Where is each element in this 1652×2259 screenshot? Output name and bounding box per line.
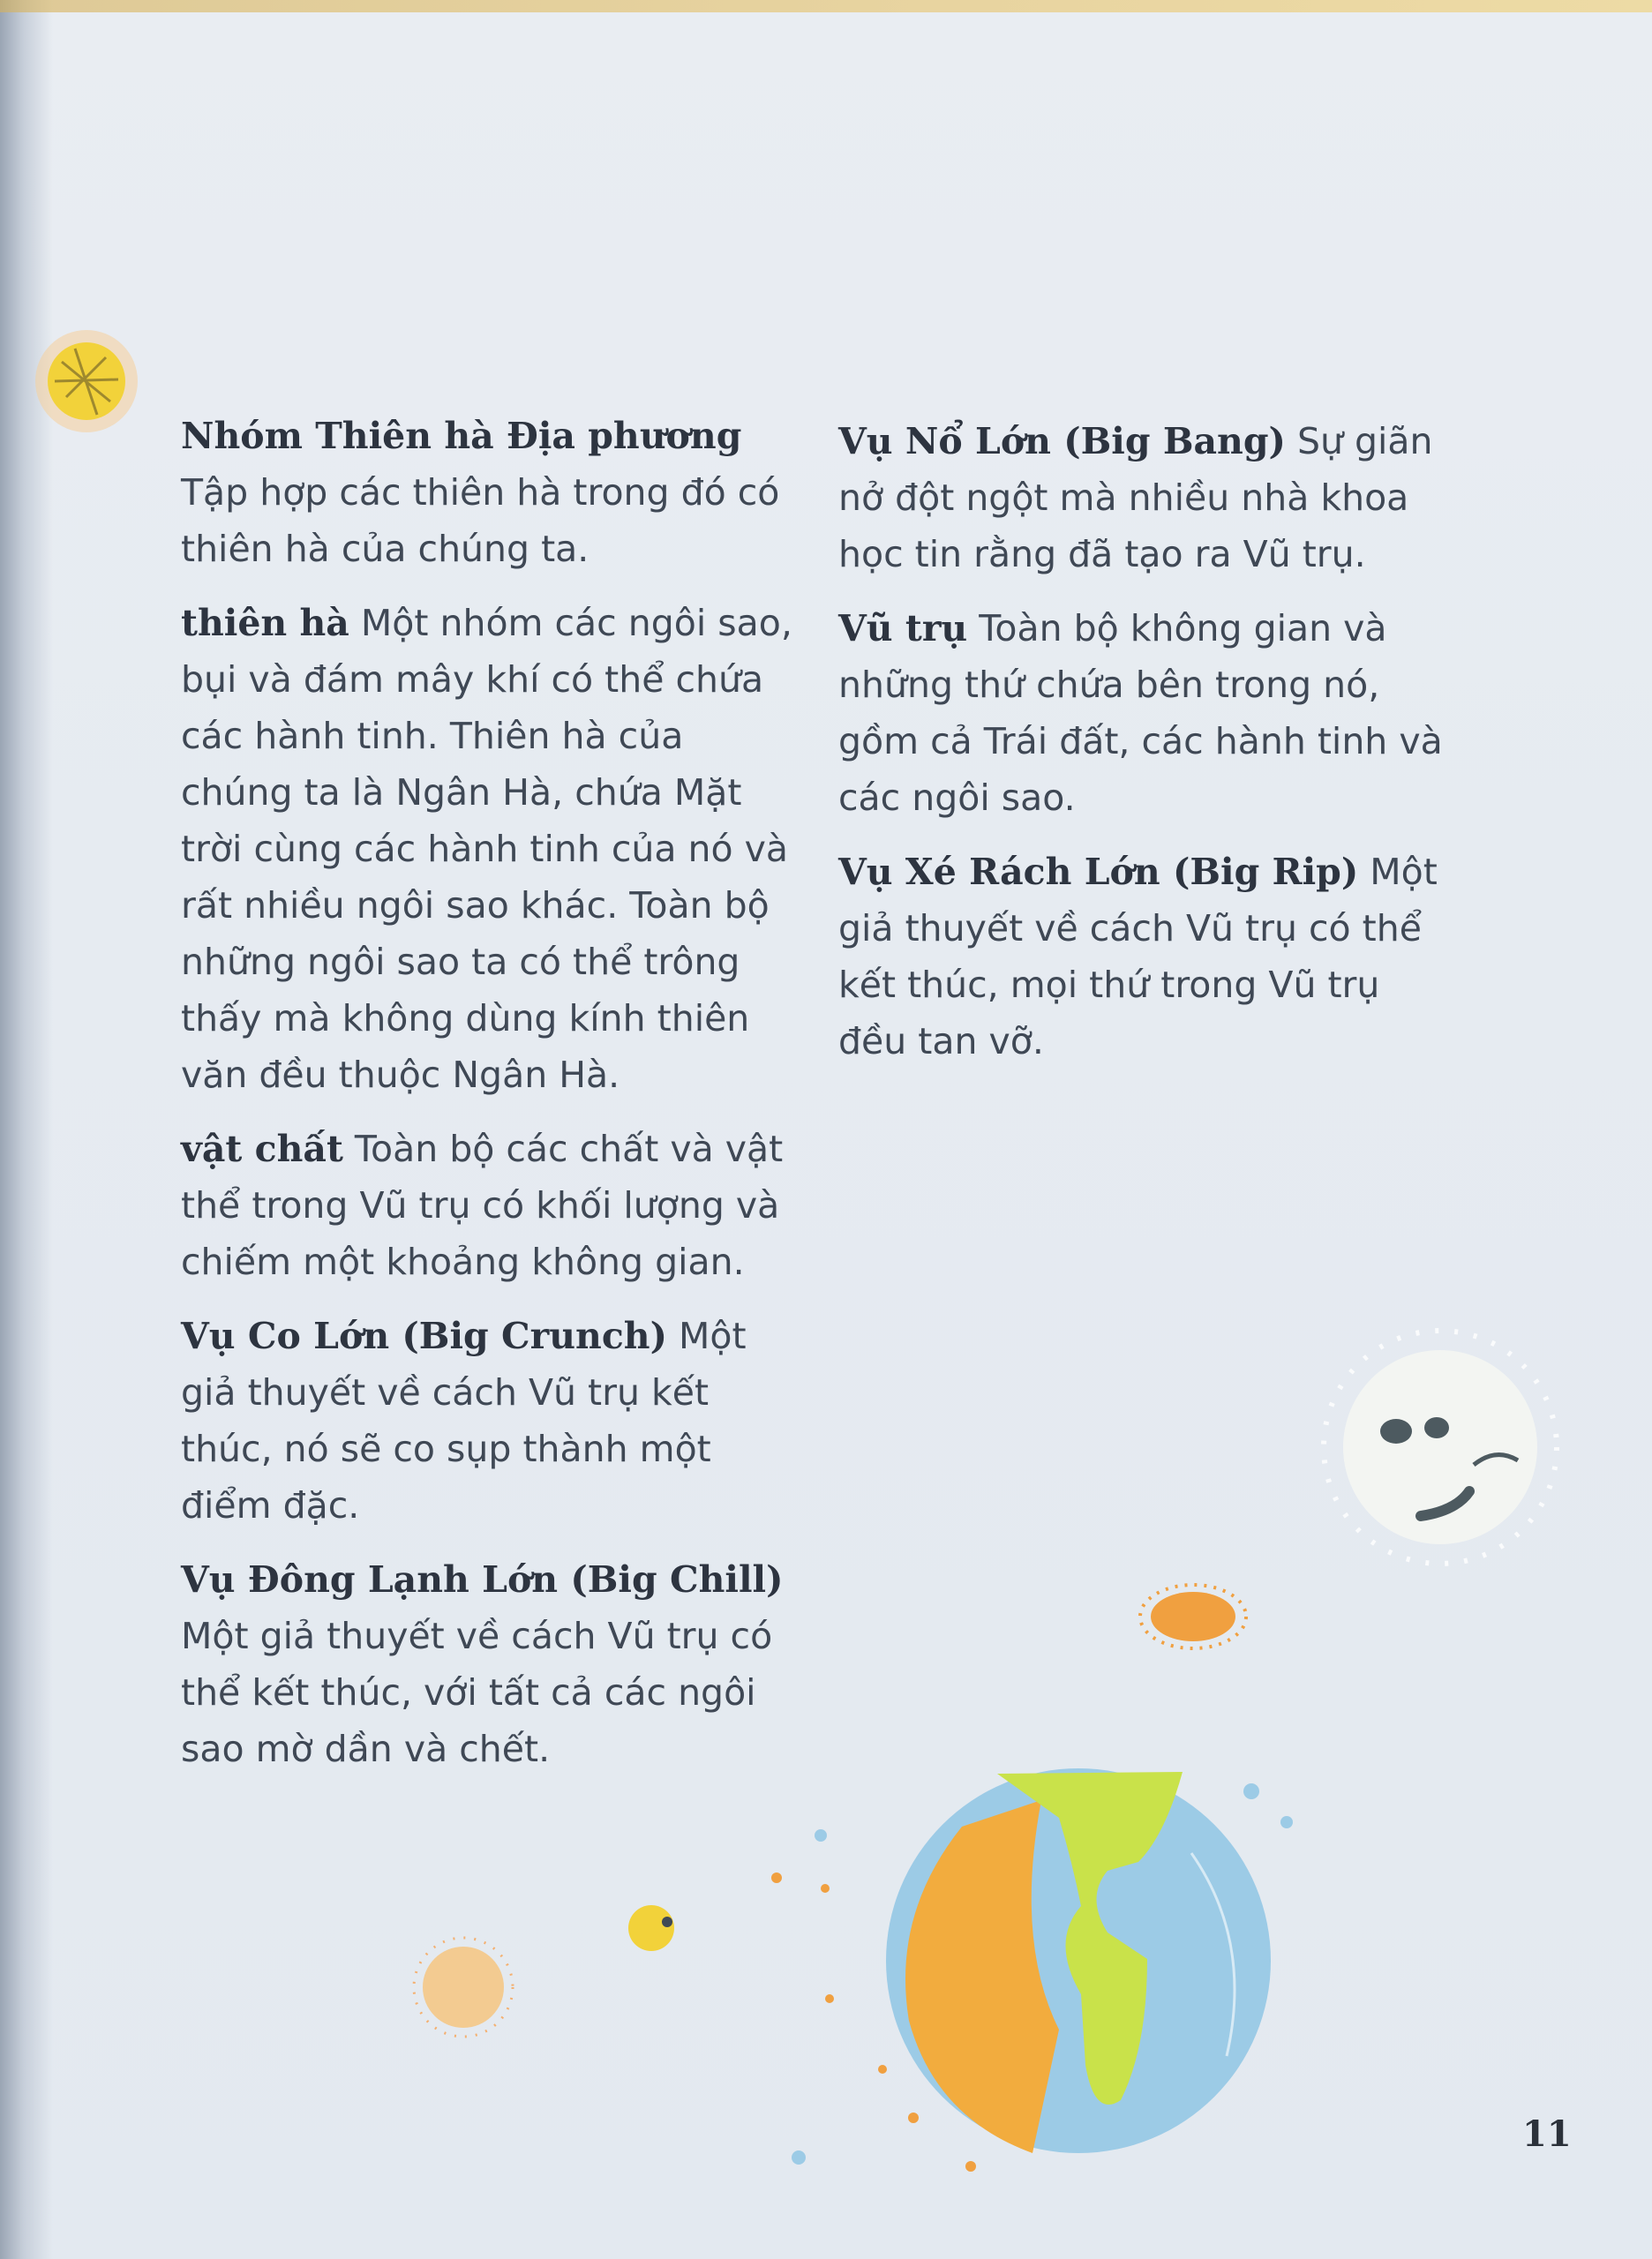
page-number: 11 bbox=[1522, 2113, 1572, 2155]
glossary-definition: Sự giãn nở đột ngột mà nhiều nhà khoa học tin rằng đã tạo ra Vũ trụ. bbox=[838, 420, 1433, 575]
glossary-definition: Toàn bộ các chất và vật thể trong Vũ trụ có khối lượng và chiếm một khoảng không gian. bbox=[181, 1128, 784, 1283]
moon-face-illustration bbox=[1324, 1331, 1557, 1564]
glossary-definition: Tập hợp các thiên hà trong đó có thiên hà của chúng ta. bbox=[181, 471, 780, 570]
orange-fuzzy-star bbox=[1140, 1585, 1246, 1648]
glossary-term: Vụ Co Lớn (Big Crunch) bbox=[181, 1315, 667, 1357]
glossary-entry-big-bang bbox=[838, 413, 1456, 582]
glossary-term: Nhóm Thiên hà Địa phương bbox=[181, 415, 742, 457]
glossary-column-left bbox=[181, 408, 799, 1795]
glossary-term: thiên hà bbox=[181, 602, 349, 644]
glossary-definition: Một giả thuyết về cách Vũ trụ có thể kết thúc, với tất cả các ngôi sao mờ dần và chết. bbox=[181, 1615, 773, 1770]
glossary-entry-big-rip bbox=[838, 844, 1456, 1069]
glossary-entry-big-chill bbox=[181, 1551, 799, 1777]
glossary-entry-matter bbox=[181, 1121, 799, 1290]
glossary-term: Vụ Xé Rách Lớn (Big Rip) bbox=[838, 851, 1359, 893]
glossary-definition: Toàn bộ không gian và những thứ chứa bên trong nó, gồm cả Trái đất, các hành tinh và các ngôi sao. bbox=[838, 607, 1443, 819]
glossary-term: vật chất bbox=[181, 1128, 343, 1170]
sun-illustration bbox=[35, 330, 138, 432]
earth-illustration bbox=[886, 1768, 1271, 2153]
glossary-entry-galaxy bbox=[181, 595, 799, 1103]
glossary-term: Vụ Đông Lạnh Lớn (Big Chill) bbox=[181, 1558, 784, 1601]
glossary-entry-big-crunch bbox=[181, 1308, 799, 1534]
glossary-term: Vũ trụ bbox=[838, 607, 968, 649]
glossary-column-right bbox=[838, 413, 1456, 1087]
glossary-definition: Một giả thuyết về cách Vũ trụ có thể kết thúc, mọi thứ trong Vũ trụ đều tan vỡ. bbox=[838, 851, 1438, 1062]
glossary-definition: Một nhóm các ngôi sao, bụi và đám mây khí có thể chứa các hành tinh. Thiên hà của chúng ta là Ngân Hà, chứa Mặt trời cùng các hành tinh của nó và rất nhiều ngôi sao khác. Toàn bộ những ngôi sao ta có thể trông thấy mà không dùng kính thiên văn đều thuộc Ngân Hà. bbox=[181, 602, 792, 1096]
glossary-entry-universe bbox=[838, 600, 1456, 826]
glossary-entry-local-group bbox=[181, 408, 799, 577]
glossary-definition: Một giả thuyết về cách Vũ trụ kết thúc, nó sẽ co sụp thành một điểm đặc. bbox=[181, 1315, 747, 1527]
glossary-term: Vụ Nổ Lớn (Big Bang) bbox=[838, 420, 1286, 462]
